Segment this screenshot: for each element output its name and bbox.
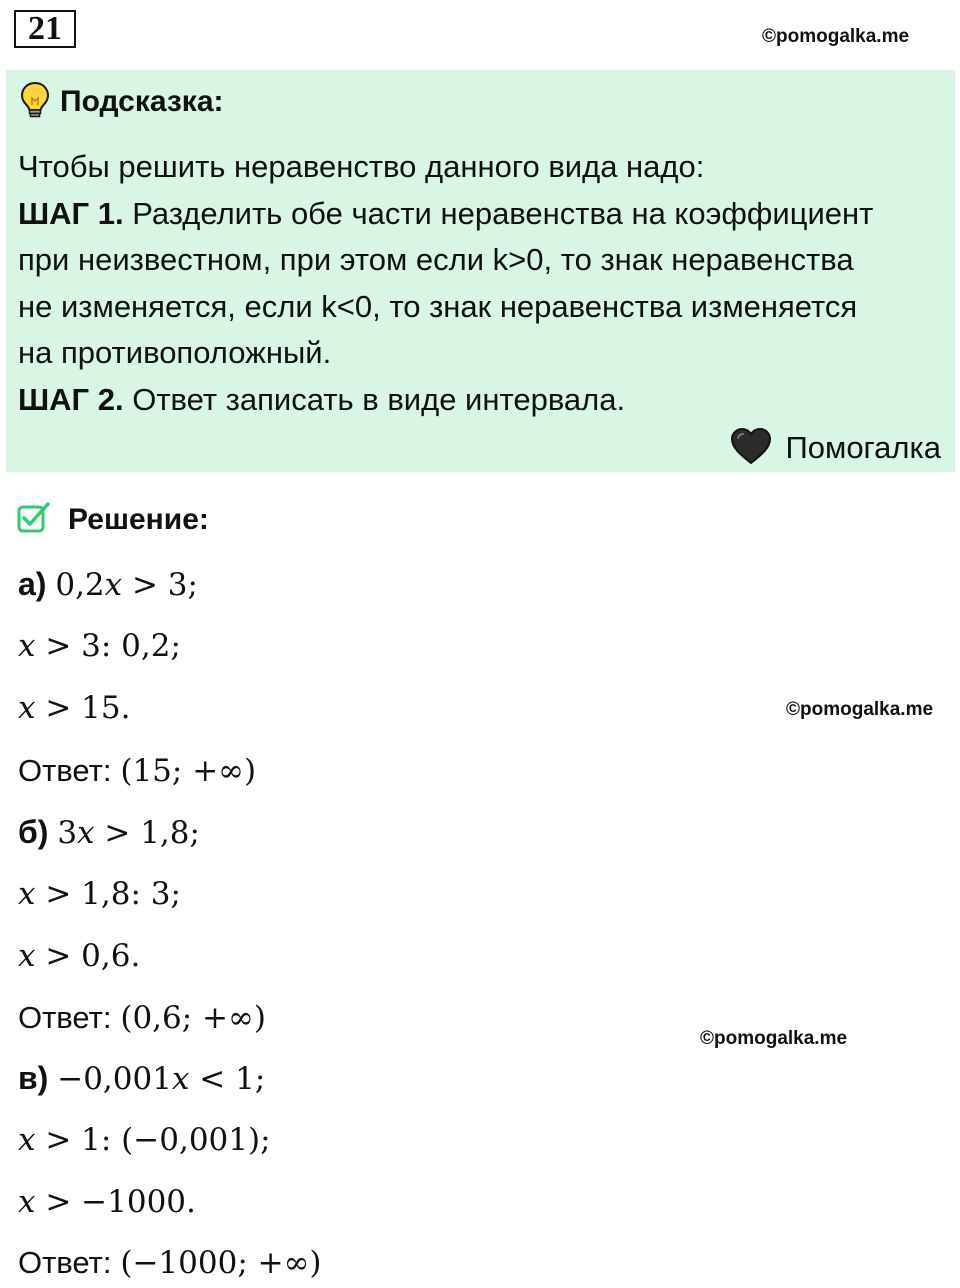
checkbox-icon xyxy=(16,501,52,540)
step1-text: Разделить обе части неравенства на коэффициент xyxy=(123,195,874,231)
part-a-equation: 0,2𝑥 > 3; xyxy=(55,567,198,603)
watermark-top: ©pomogalka.me xyxy=(762,26,910,47)
part-a-answer: (15; +∞) xyxy=(120,753,257,789)
brand xyxy=(729,426,941,470)
part-b-step-1: 𝑥 > 1,8: 3; xyxy=(18,876,181,912)
part-b-answer: (0,6; +∞) xyxy=(120,1000,266,1036)
hint-title: Подсказка: xyxy=(60,85,224,118)
part-c-step-2: 𝑥 > −1000. xyxy=(18,1184,196,1220)
part-b-answer-label: Ответ: xyxy=(18,1000,112,1035)
solution-title: Решение: xyxy=(68,503,209,536)
task-number: 21 xyxy=(14,10,76,48)
part-c-equation: −0,001𝑥 < 1; xyxy=(57,1061,266,1097)
hint-step2 xyxy=(18,377,948,424)
part-b-equation: 3𝑥 > 1,8; xyxy=(57,815,200,851)
part-c-answer: (−1000; +∞) xyxy=(120,1245,322,1281)
part-c-equation-line xyxy=(18,1056,265,1100)
part-b-label: б) xyxy=(18,814,49,850)
step2-text: Ответ записать в виде интервала. xyxy=(123,381,626,417)
step1-label: ШАГ 1. xyxy=(18,195,124,231)
heart-icon xyxy=(729,426,773,471)
brand-name: Помогалка xyxy=(785,430,941,465)
solution-header xyxy=(16,500,209,540)
part-a-label: а) xyxy=(18,566,47,602)
watermark-bottom: ©pomogalka.me xyxy=(700,1028,848,1049)
part-c-step-1: 𝑥 > 1: (−0,001); xyxy=(18,1122,271,1158)
part-b-equation-line xyxy=(18,810,200,854)
part-a-equation-line xyxy=(18,562,198,606)
hint-header xyxy=(20,82,224,122)
hint-box xyxy=(6,70,955,472)
part-c-label: в) xyxy=(18,1060,49,1096)
part-a-answer-label: Ответ: xyxy=(18,753,112,788)
part-c-answer-line xyxy=(18,1240,322,1284)
watermark-middle: ©pomogalka.me xyxy=(786,699,934,720)
part-a-step-1: 𝑥 > 3: 0,2; xyxy=(18,628,181,664)
hint-step1-line3: не изменяется, если k<0, то знак неравенства изменяется xyxy=(18,288,858,324)
hint-step1-line2: при неизвестном, при этом если k>0, то знак неравенства xyxy=(18,242,854,277)
hint-intro: Чтобы решить неравенство данного вида надо: xyxy=(18,149,705,184)
hint-text xyxy=(18,144,948,423)
hint-step1-line4: на противоположный. xyxy=(18,335,332,370)
step2-label: ШАГ 2. xyxy=(18,381,124,417)
part-b-step-2: 𝑥 > 0,6. xyxy=(18,938,141,974)
part-c-answer-label: Ответ: xyxy=(18,1245,112,1280)
part-a-answer-line xyxy=(18,748,256,792)
part-b-answer-line xyxy=(18,995,266,1039)
lightbulb-icon xyxy=(20,81,50,124)
hint-step1 xyxy=(18,191,948,238)
part-a-step-2: 𝑥 > 15. xyxy=(18,690,131,726)
